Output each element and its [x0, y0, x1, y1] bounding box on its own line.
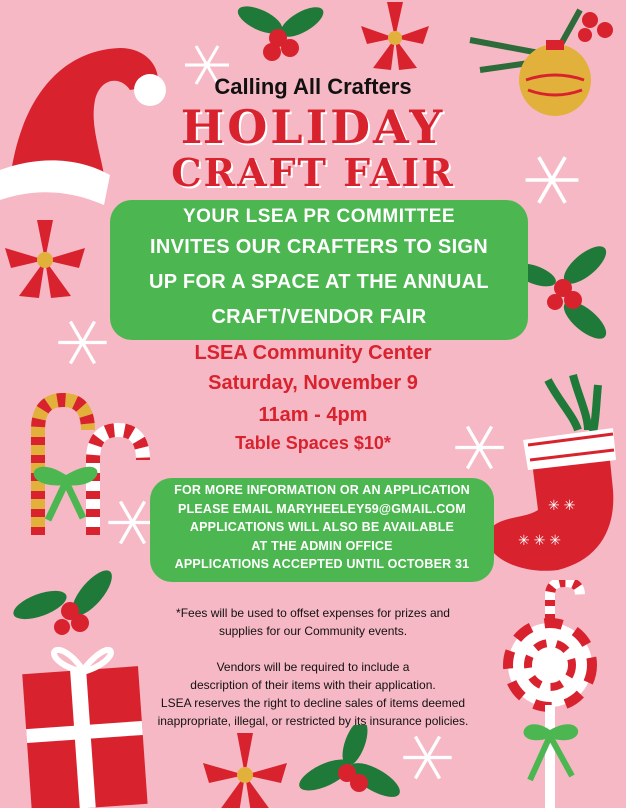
fees-note-line: supplies for our Community events. — [218, 624, 408, 638]
vendor-note-line: Vendors will be required to include a — [216, 660, 410, 674]
event-time: 11am - 4pm — [258, 404, 368, 426]
poinsettia-icon — [0, 210, 100, 310]
fees-note-line: *Fees will be used to offset expenses for prizes and — [176, 606, 450, 620]
vendor-note-line: inappropriate, illegal, or restricted by its insurance policies. — [157, 714, 469, 728]
fees-note — [0, 604, 626, 640]
info-line: AT THE ADMIN OFFICE — [251, 538, 393, 553]
vendor-note-line: LSEA reserves the right to decline sales of items deemed — [160, 696, 466, 710]
poinsettia-icon — [190, 720, 300, 808]
invite-banner — [110, 200, 528, 340]
info-banner — [150, 478, 494, 582]
committee-heading: YOUR LSEA PR COMMITTEE — [182, 206, 456, 227]
holly-icon — [515, 240, 615, 340]
kicker-text: Calling All Crafters — [214, 74, 412, 99]
snowflake-icon — [400, 730, 455, 785]
stocking-icon — [478, 370, 626, 580]
invite-line: CRAFT/VENDOR FAIR — [211, 306, 427, 328]
info-line: APPLICATIONS WILL ALSO BE AVAILABLE — [189, 520, 455, 534]
info-line: FOR MORE INFORMATION OR AN APPLICATION — [174, 483, 470, 497]
invite-line: UP FOR A SPACE AT THE ANNUAL — [149, 271, 489, 293]
info-deadline-line: APPLICATIONS ACCEPTED UNTIL OCTOBER 31 — [174, 557, 470, 571]
holly-icon — [295, 725, 405, 808]
vendor-note — [0, 658, 626, 730]
poinsettia-icon — [345, 0, 445, 80]
vendor-note-line: description of their items with their application. — [190, 678, 436, 692]
table-price: Table Spaces $10* — [235, 433, 391, 453]
title-craft-fair: CRAFT FAIR — [171, 150, 455, 195]
event-location: LSEA Community Center — [194, 342, 432, 364]
event-date: Saturday, November 9 — [208, 372, 418, 394]
title-holiday: HOLIDAY — [180, 100, 446, 154]
holly-icon — [230, 0, 330, 80]
svg-text:✳ ✳ ✳: ✳ ✳ ✳ — [518, 532, 561, 548]
svg-text:✳ ✳: ✳ ✳ — [548, 497, 576, 513]
info-email-line: PLEASE EMAIL MARYHEELEY59@GMAIL.COM — [178, 501, 466, 516]
invite-line: INVITES OUR CRAFTERS TO SIGN — [149, 236, 489, 258]
